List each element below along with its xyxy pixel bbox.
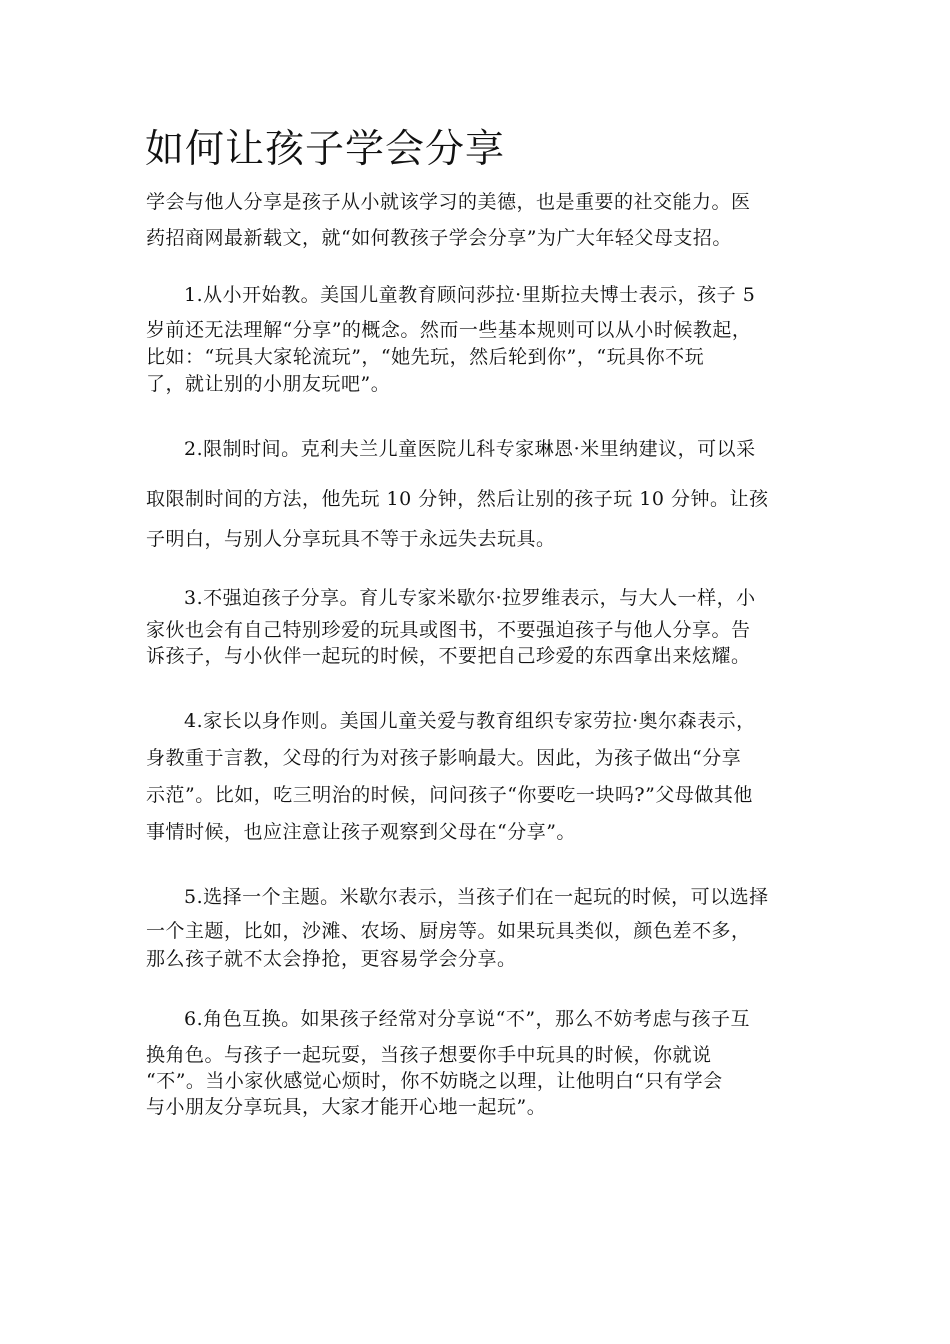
section-4-paragraph (146, 703, 826, 851)
section-line: 比如：“玩具大家轮流玩”，“她先玩，然后轮到你”，“玩具你不玩 (146, 346, 705, 368)
section-line: 了，就让别的小朋友玩吧”。 (146, 373, 391, 395)
section-3-heading-line: 3.不强迫孩子分享。育儿专家米歇尔·拉罗维表示，与大人一样，小 (184, 587, 756, 609)
section-line: 身教重于言教，父母的行为对孩子影响最大。因此，为孩子做出“分享 (146, 747, 742, 769)
section-1-paragraph (146, 282, 826, 398)
section-line: 取限制时间的方法，他先玩 10 分钟，然后让别的孩子玩 10 分钟。让孩 (146, 488, 769, 510)
section-line: 换角色。与孩子一起玩耍，当孩子想要你手中玩具的时候，你就说 (146, 1044, 712, 1066)
section-2-paragraph (146, 429, 826, 559)
section-line: 事情时候，也应注意让孩子观察到父母在“分享”。 (146, 821, 576, 843)
section-2-heading-line: 2.限制时间。克利夫兰儿童医院儿科专家琳恩·米里纳建议，可以采 (184, 438, 756, 460)
section-line: “不”。当小家伙感觉心烦时，你不妨晓之以理，让他明白“只有学会 (146, 1070, 723, 1092)
section-line: 岁前还无法理解“分享”的概念。然而一些基本规则可以从小时候教起， (146, 319, 752, 341)
document-title: 如何让孩子学会分享 (145, 127, 506, 172)
section-1-heading-line: 1.从小开始教。美国儿童教育顾问莎拉·里斯拉夫博士表示，孩子 5 (184, 284, 756, 306)
intro-paragraph (146, 184, 826, 256)
section-line: 那么孩子就不太会挣抢，更容易学会分享。 (146, 948, 517, 970)
section-6-paragraph (146, 1006, 826, 1120)
section-line: 家伙也会有自己特别珍爱的玩具或图书，不要强迫孩子与他人分享。告 (146, 619, 751, 641)
section-line: 子明白，与别人分享玩具不等于永远失去玩具。 (146, 528, 556, 550)
section-6-heading-line: 6.角色互换。如果孩子经常对分享说“不”，那么不妨考虑与孩子互 (184, 1008, 751, 1030)
section-line: 示范”。比如，吃三明治的时候，问问孩子“你要吃一块吗?”父母做其他 (146, 784, 753, 806)
intro-line: 药招商网最新载文，就“如何教孩子学会分享”为广大年轻父母支招。 (146, 227, 732, 249)
section-3-paragraph (146, 582, 826, 672)
section-4-heading-line: 4.家长以身作则。美国儿童关爱与教育组织专家劳拉·奥尔森表示， (184, 710, 756, 732)
section-line: 诉孩子，与小伙伴一起玩的时候，不要把自己珍爱的东西拿出来炫耀。 (146, 645, 751, 667)
section-5-heading-line: 5.选择一个主题。米歇尔表示，当孩子们在一起玩的时候，可以选择 (184, 886, 769, 908)
section-line: 一个主题，比如，沙滩、农场、厨房等。如果玩具类似，颜色差不多， (146, 920, 751, 942)
section-line: 与小朋友分享玩具，大家才能开心地一起玩”。 (146, 1096, 547, 1118)
section-5-paragraph (146, 880, 826, 976)
intro-line: 学会与他人分享是孩子从小就该学习的美德，也是重要的社交能力。医 (146, 191, 751, 213)
